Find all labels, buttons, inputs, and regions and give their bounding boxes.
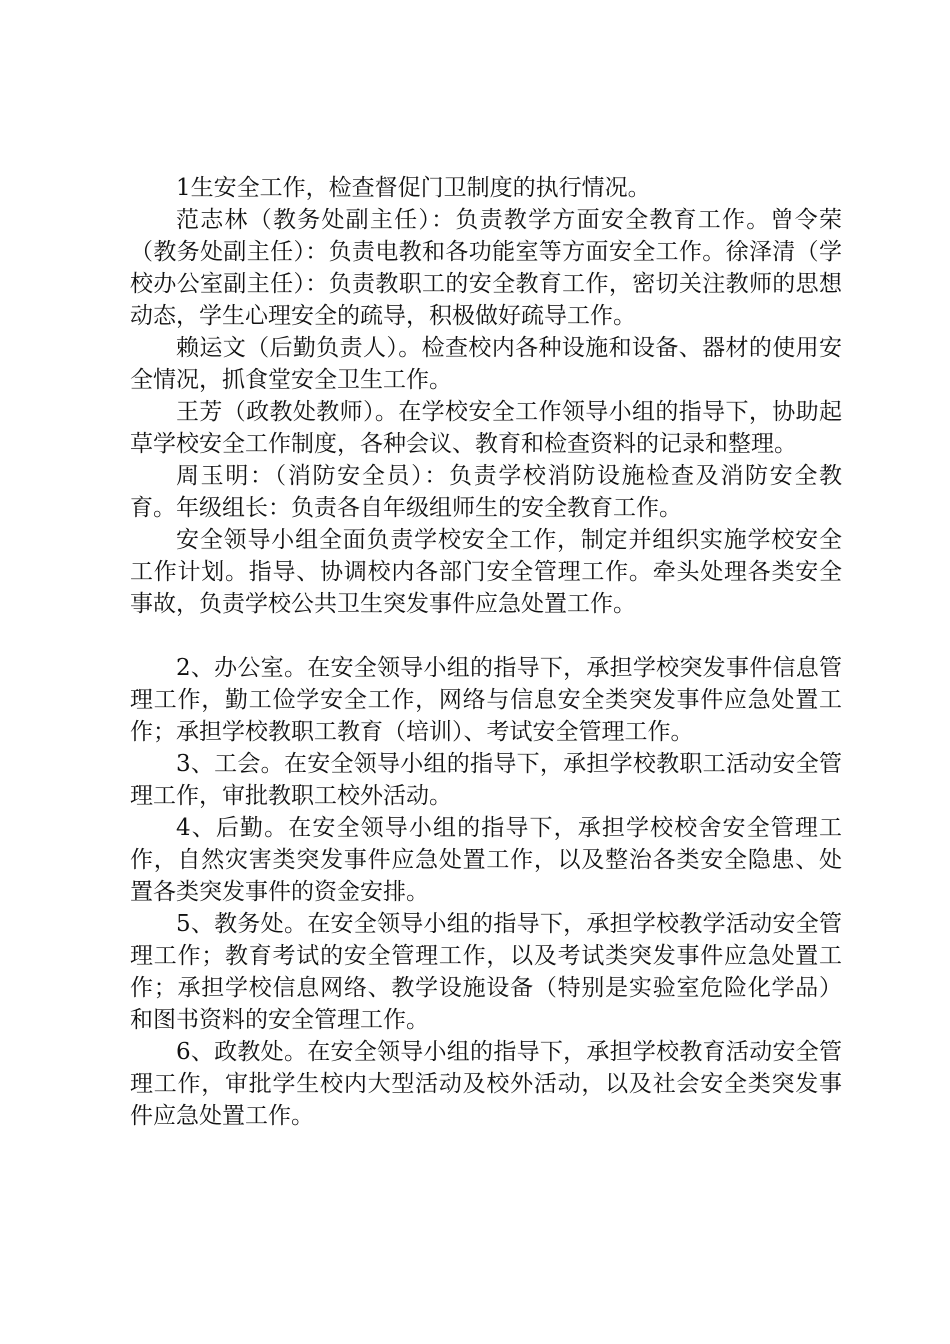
paragraph-teaching-staff: 范志林（教务处副主任）：负责教学方面安全教育工作。曾令荣（教务处副主任）：负责电教和各功能室等方面安全工作。徐泽清（学校办公室副主任）：负责教职工的安全教育工作，密切关注教师的思想动态，学生心理安全的疏导，积极做好疏导工作。 [130, 207, 842, 329]
paragraph-political-teacher: 王芳（政教处教师）。在学校安全工作领导小组的指导下，协助起草学校安全工作制度，各种会议、教育和检查资料的记录和整理。 [130, 399, 842, 457]
paragraph-office: 2、办公室。在安全领导小组的指导下，承担学校突发事件信息管理工作，勤工俭学安全工作，网络与信息安全类突发事件应急处置工作；承担学校教职工教育（培训）、考试安全管理工作。 [130, 655, 842, 745]
paragraph-logistics: 4、后勤。在安全领导小组的指导下，承担学校校舍安全管理工作，自然灾害类突发事件应急处置工作，以及整治各类安全隐患、处置各类突发事件的资金安排。 [130, 815, 842, 905]
paragraph-academic-affairs: 5、教务处。在安全领导小组的指导下，承担学校教学活动安全管理工作；教育考试的安全管理工作，以及考试类突发事件应急处置工作；承担学校信息网络、教学设施设备（特别是实验室危险化学品）和图书资料的安全管理工作。 [130, 911, 842, 1033]
paragraph-union: 3、工会。在安全领导小组的指导下，承担学校教职工活动安全管理工作，审批教职工校外活动。 [130, 751, 842, 809]
paragraph-political-affairs: 6、政教处。在安全领导小组的指导下，承担学校教育活动安全管理工作，审批学生校内大型活动及校外活动，以及社会安全类突发事件应急处置工作。 [130, 1039, 842, 1129]
paragraph-spacer [130, 620, 842, 652]
paragraph-leadership-group: 安全领导小组全面负责学校安全工作，制定并组织实施学校安全工作计划。指导、协调校内各部门安全管理工作。牵头处理各类安全事故，负责学校公共卫生突发事件应急处置工作。 [130, 527, 842, 617]
paragraph-fire-safety: 周玉明：（消防安全员）：负责学校消防设施检查及消防安全教育。年级组长：负责各自年级组师生的安全教育工作。 [130, 463, 842, 521]
paragraph-gate-duty: 1生安全工作，检查督促门卫制度的执行情况。 [176, 175, 651, 201]
document-page [130, 172, 842, 1132]
paragraph-logistics-head: 赖运文（后勤负责人）。检查校内各种设施和设备、器材的使用安全情况，抓食堂安全卫生工作。 [130, 335, 842, 393]
